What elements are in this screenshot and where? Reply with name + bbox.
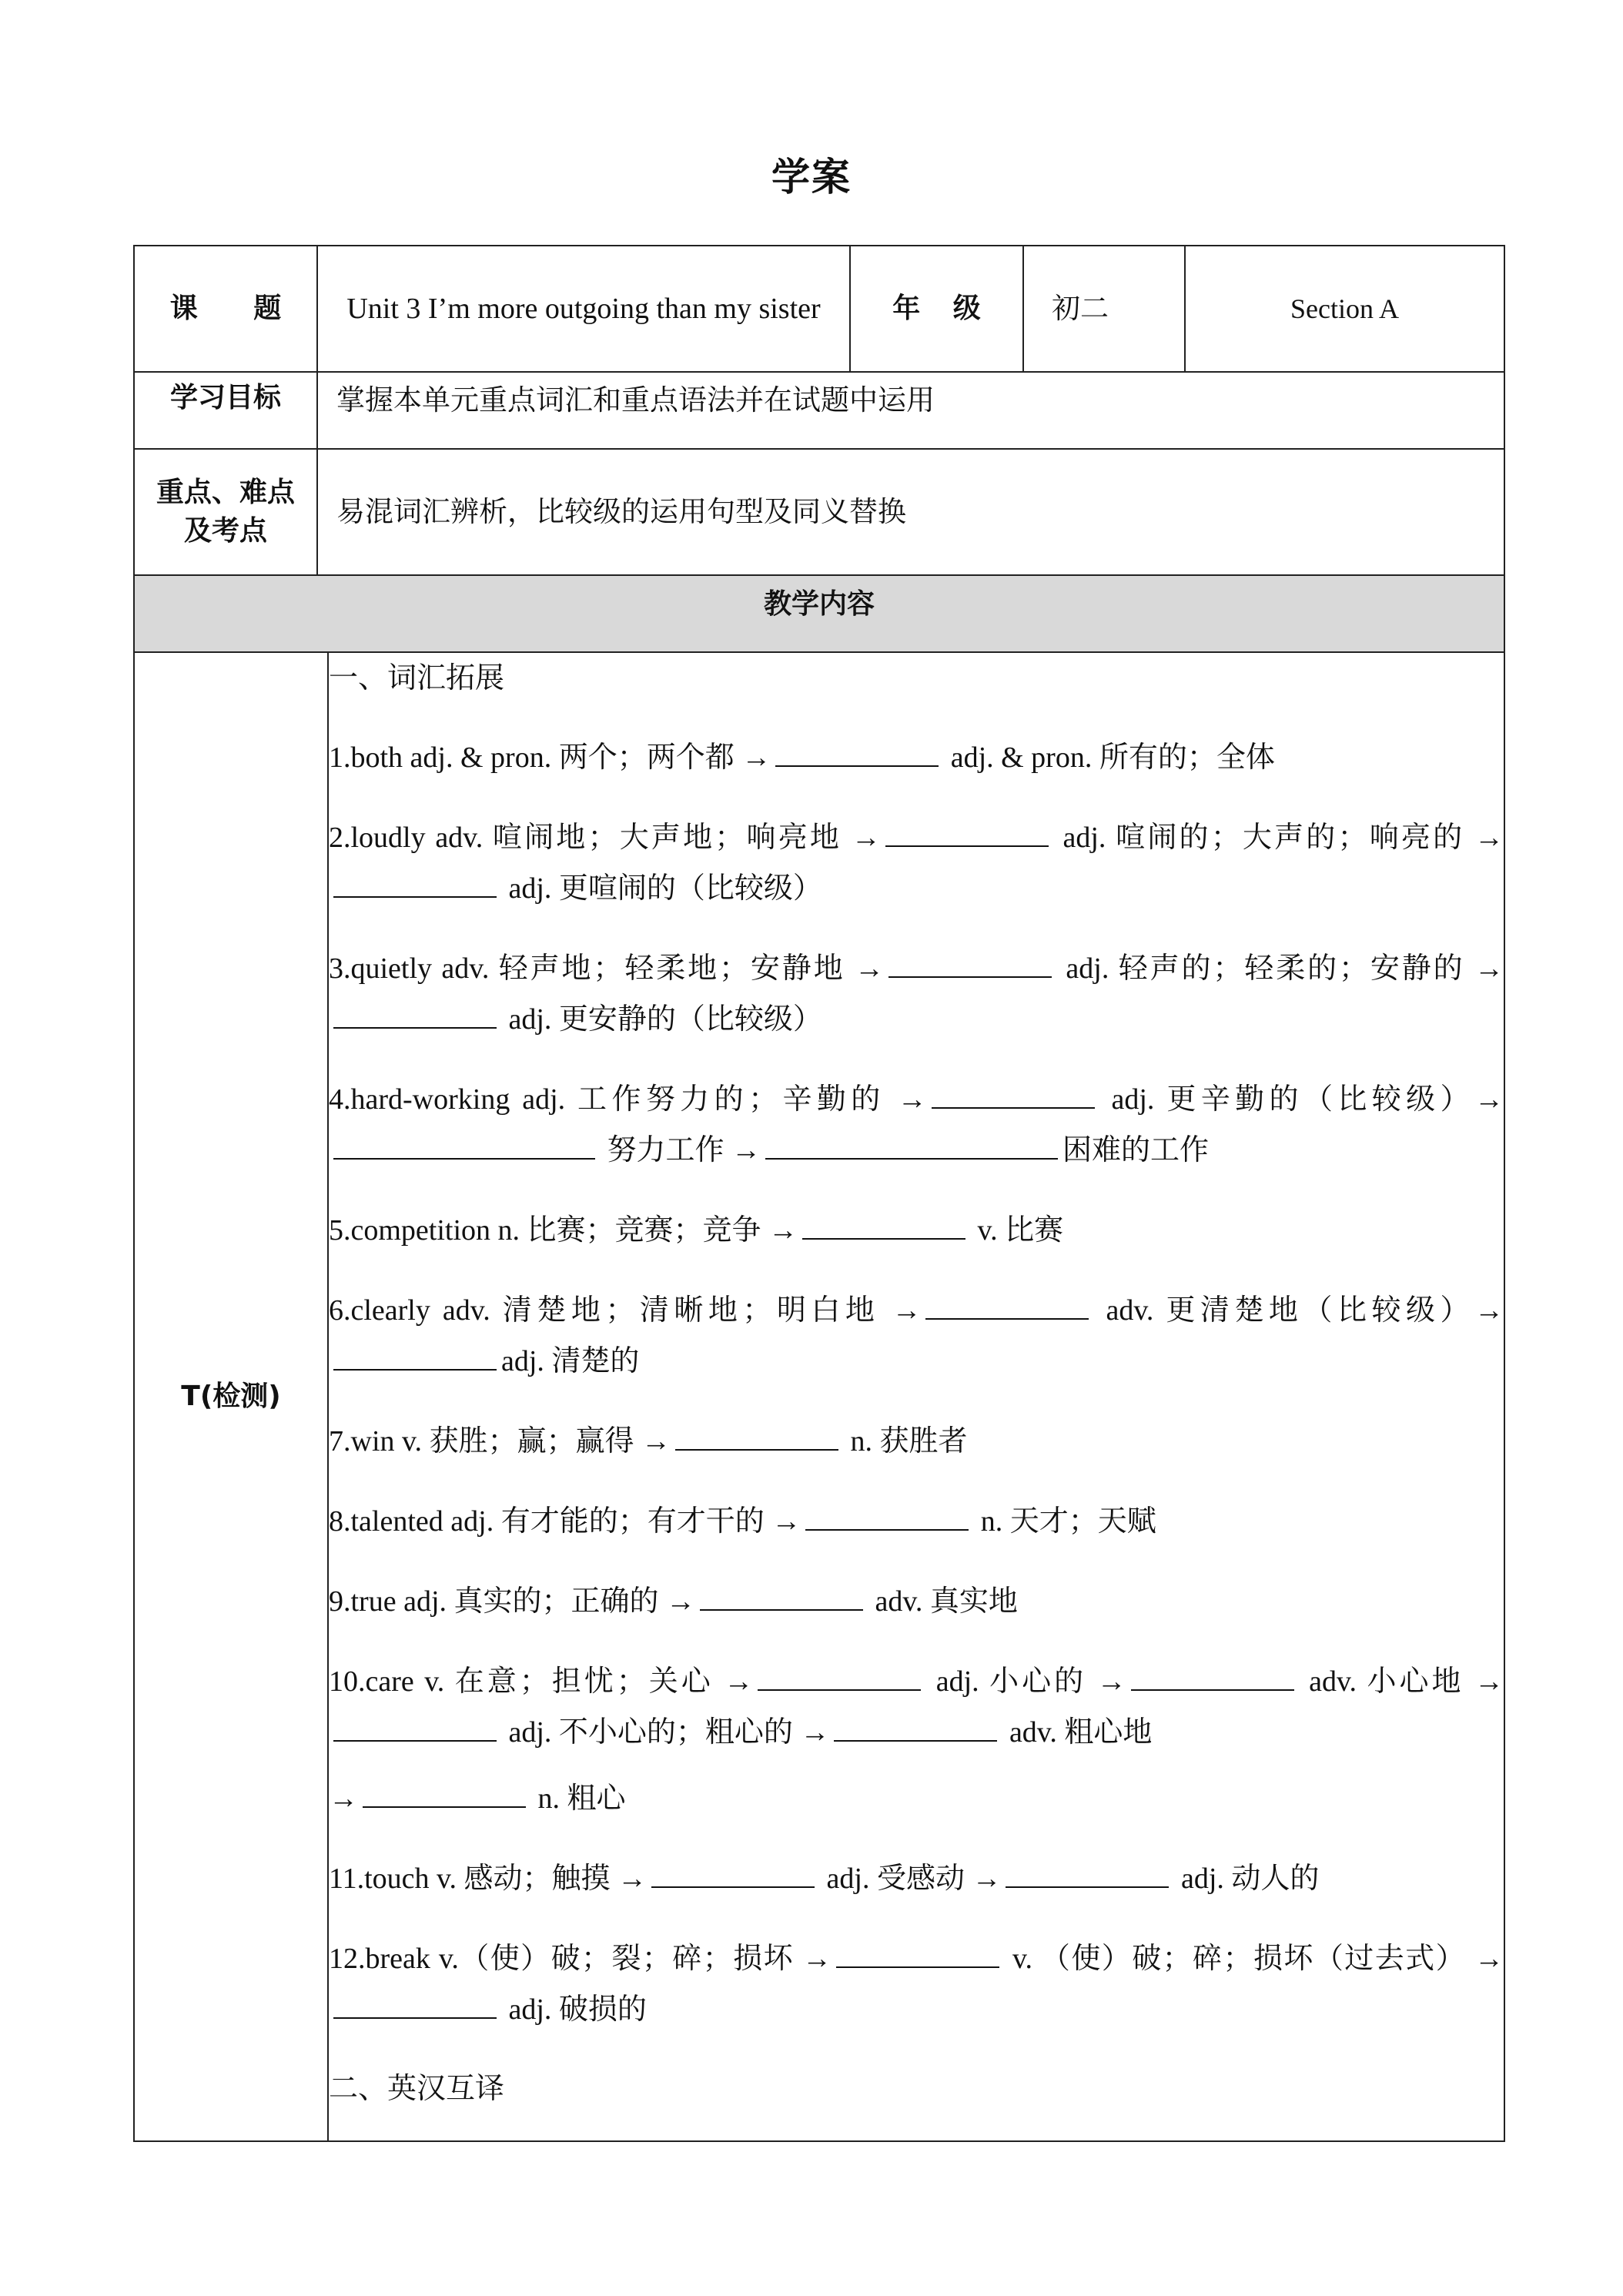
lesson-plan-table: [133, 245, 1505, 2142]
answer-blank[interactable]: [932, 1073, 1095, 1109]
content-row: [134, 652, 1504, 2141]
side-label: T(检测): [134, 652, 328, 2141]
answer-blank[interactable]: [802, 1204, 965, 1240]
answer-blank[interactable]: [1131, 1655, 1294, 1691]
key-value: 易混词汇辨析，比较级的运用句型及同义替换: [317, 449, 1504, 575]
vocab-item-11: 11.touch v. 感动；触摸 → adj. 受感动 → adj. 动人的: [329, 1853, 1504, 1903]
vocab-heading: 一、词汇拓展: [329, 661, 505, 694]
answer-blank[interactable]: [333, 1124, 595, 1160]
answer-blank[interactable]: [1006, 1853, 1169, 1888]
answer-blank[interactable]: [333, 1706, 497, 1742]
vocab-item-8: 8.talented adj. 有才能的；有才干的 → n. 天才；天赋: [329, 1495, 1504, 1546]
answer-blank[interactable]: [333, 1983, 497, 2019]
key-label-line1: 重点、难点: [156, 477, 295, 508]
answer-blank[interactable]: [333, 1335, 497, 1371]
vocab-item-10: 10.care v. 在意；担忧；关心 → adj. 小心的 → adv. 小心地 → adj. 不小心的；粗心的 → adv. 粗心地: [329, 1655, 1504, 1757]
key-label-line2: 及考点: [183, 515, 267, 547]
translate-heading: 二、英汉互译: [329, 2071, 505, 2105]
answer-blank[interactable]: [765, 1124, 1058, 1160]
answer-blank[interactable]: [363, 1772, 526, 1808]
goal-value: 掌握本单元重点词汇和重点语法并在试题中运用: [317, 372, 1504, 449]
vocab-item-12: 12.break v.（使）破；裂；碎；损坏 → v. （使）破；碎；损坏（过去式） → adj. 破损的: [329, 1933, 1504, 2034]
goal-label: 学习目标: [134, 372, 317, 449]
key-label: [134, 449, 317, 575]
vocab-item-1: 1.both adj. & pron. 两个；两个都 → adj. & pron. 所有的；全体: [329, 731, 1504, 782]
answer-blank[interactable]: [836, 1933, 999, 1968]
vocab-item-6: 6.clearly adv. 清楚地；清晰地；明白地 → adv. 更清楚地（比较级）→adj. 清楚的: [329, 1284, 1504, 1386]
content-label: 教学内容: [134, 575, 1504, 652]
answer-blank[interactable]: [675, 1415, 838, 1451]
grade-value: 初二: [1023, 246, 1185, 372]
answer-blank[interactable]: [888, 942, 1052, 978]
goal-row: [134, 372, 1504, 449]
content-header-row: [134, 575, 1504, 652]
key-row: [134, 449, 1504, 575]
answer-blank[interactable]: [775, 731, 939, 767]
content-body: [328, 652, 1504, 2141]
answer-blank[interactable]: [885, 812, 1049, 847]
answer-blank[interactable]: [925, 1284, 1089, 1320]
answer-blank[interactable]: [651, 1853, 815, 1888]
section-value: Section A: [1185, 246, 1504, 372]
vocab-item-9: 9.true adj. 真实的；正确的 → adv. 真实地: [329, 1575, 1504, 1626]
answer-blank[interactable]: [700, 1575, 863, 1611]
answer-blank[interactable]: [805, 1495, 969, 1531]
answer-blank[interactable]: [333, 862, 497, 898]
topic-value: Unit 3 I’m more outgoing than my sister: [317, 246, 850, 372]
answer-blank[interactable]: [333, 993, 497, 1029]
topic-row: [134, 246, 1504, 372]
vocab-item-2: 2.loudly adv. 喧闹地；大声地；响亮地 → adj. 喧闹的；大声的；响亮的 → adj. 更喧闹的（比较级）: [329, 812, 1504, 913]
page-title: 学案: [771, 155, 852, 199]
vocab-item-10-cont: → n. 粗心: [329, 1772, 1504, 1823]
answer-blank[interactable]: [758, 1655, 921, 1691]
vocab-item-7: 7.win v. 获胜；赢；赢得 → n. 获胜者: [329, 1415, 1504, 1466]
grade-label: 年 级: [850, 246, 1023, 372]
vocab-item-3: 3.quietly adv. 轻声地；轻柔地；安静地 → adj. 轻声的；轻柔的；安静的 → adj. 更安静的（比较级）: [329, 942, 1504, 1044]
answer-blank[interactable]: [834, 1706, 997, 1742]
topic-label: 课 题: [134, 246, 317, 372]
vocab-item-4: 4.hard-working adj. 工作努力的；辛勤的 → adj. 更辛勤的（比较级）→ 努力工作 → 困难的工作: [329, 1073, 1504, 1175]
vocab-item-5: 5.competition n. 比赛；竞赛；竞争 → v. 比赛: [329, 1204, 1504, 1255]
